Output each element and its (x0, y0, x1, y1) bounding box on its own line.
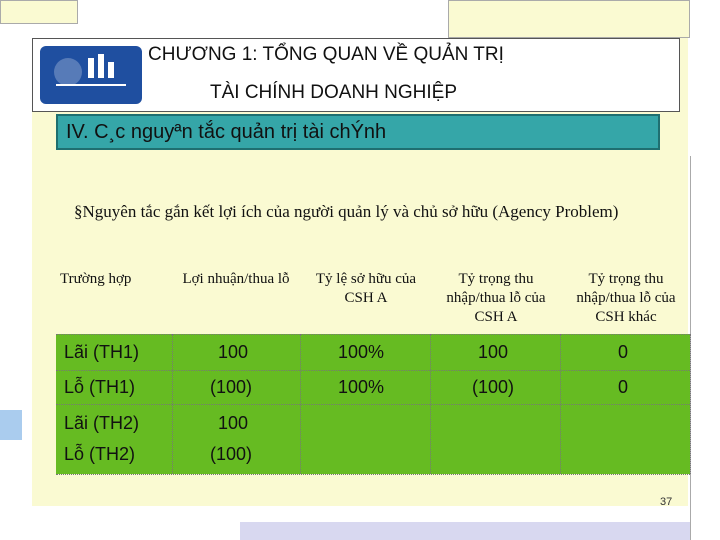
table-cell: 100% (338, 377, 385, 397)
table-cell: Lãi (TH2) (64, 413, 140, 433)
bullet-text: §Nguyên tắc gắn kết lợi ích của người quản lý và chủ sở hữu (Agency Problem) (74, 202, 619, 221)
column-header-ownership: Tỷ lệ sở hữu của CSH A (315, 271, 417, 306)
deco-frame-top (0, 0, 78, 24)
table-cell: 0 (618, 342, 629, 362)
deco-frame-top-right (448, 0, 690, 38)
page-number: 37 (660, 496, 673, 508)
slide-title-line2: TÀI CHÍNH DOANH NGHIỆP (210, 82, 458, 103)
column-header-profit: Lợi nhuận/thua lỗ (182, 271, 290, 287)
deco-frame-left (0, 410, 22, 440)
slide-title-line1: CHƯƠNG 1: TỔNG QUAN VỀ QUẢN TRỊ (148, 44, 504, 65)
university-logo (38, 44, 144, 106)
table-cell: 100 (478, 342, 509, 362)
table-cell: Lãi (TH1) (64, 342, 140, 362)
table-cell: (100) (210, 444, 253, 464)
deco-frame-bottom (240, 522, 720, 540)
table-cell: Lỗ (TH2) (64, 444, 136, 464)
column-header-case: Trường hợp (60, 271, 132, 287)
column-header-share-other: Tỷ trọng thu nhập/thua lỗ của CSH khác (576, 271, 676, 325)
deco-frame-right (690, 156, 720, 540)
table-cell: Lỗ (TH1) (64, 377, 136, 397)
table-cell: 100 (218, 342, 249, 362)
table-cell: 100% (338, 342, 385, 362)
section-heading-box (56, 114, 660, 150)
table-cell: (100) (210, 377, 253, 397)
section-heading: IV. C¸c nguyªn tắc quản trị tài chÝnh (66, 121, 387, 143)
table-cell: (100) (472, 377, 515, 397)
table-cell: 100 (218, 413, 249, 433)
table-cell: 0 (618, 377, 629, 397)
column-header-share-a: Tỷ trọng thu nhập/thua lỗ của CSH A (446, 271, 546, 325)
